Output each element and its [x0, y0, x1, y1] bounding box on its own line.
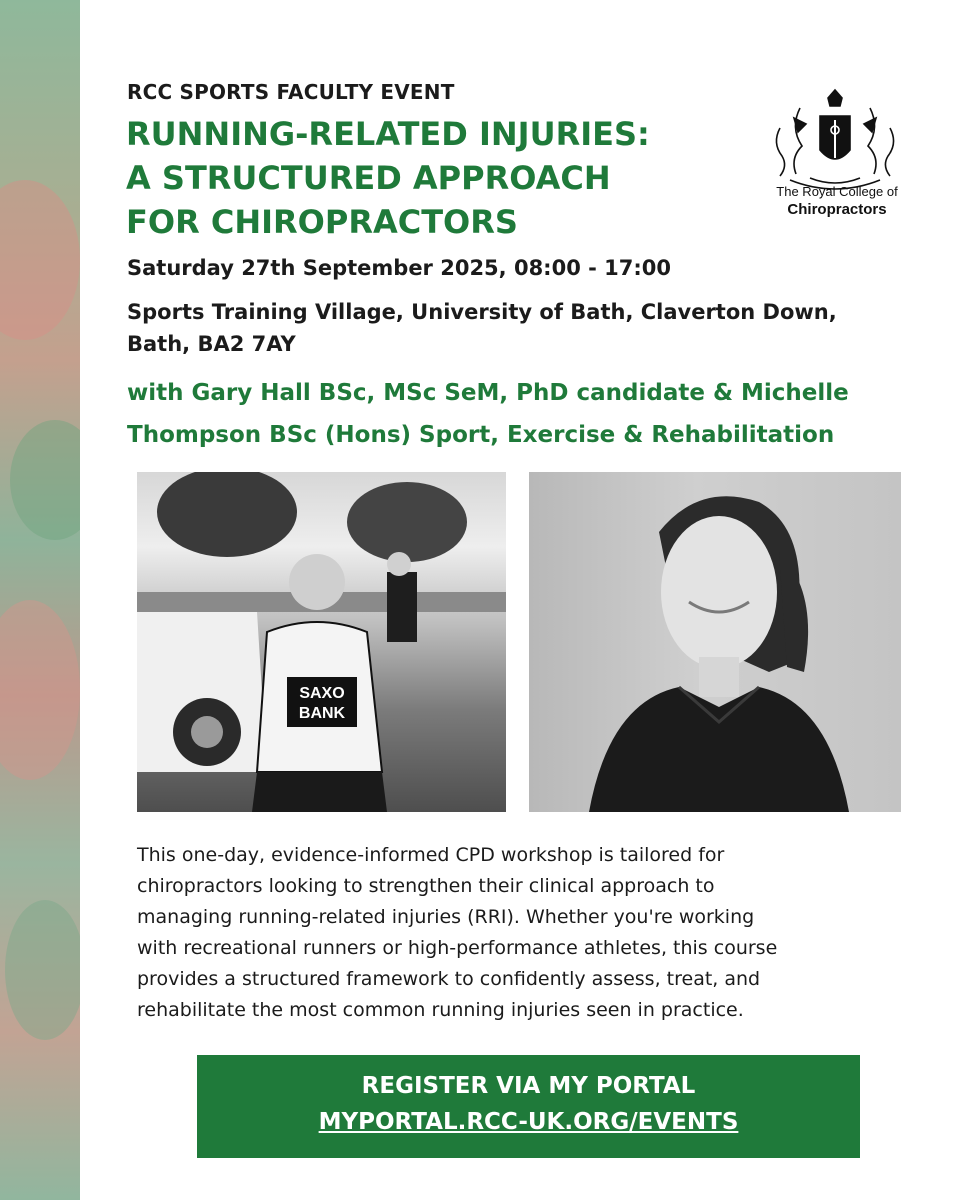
description-line: chiropractors looking to strengthen their clinical approach to: [137, 875, 715, 897]
venue-line: Sports Training Village, University of Bath, Claverton Down,: [127, 300, 837, 324]
event-description: [137, 840, 897, 1026]
description-line: with recreational runners or high-performance athletes, this course: [137, 937, 778, 959]
speaker-photo-gary-hall: [137, 472, 506, 812]
event-date: Saturday 27th September 2025, 08:00 - 17:00: [127, 256, 671, 280]
register-portal-link[interactable]: MYPORTAL.RCC-UK.ORG/EVENTS: [318, 1109, 739, 1135]
strip-shape: [0, 600, 80, 780]
logo-caption: [762, 184, 912, 218]
jersey-text: SAXO: [299, 685, 345, 702]
strip-shape: [0, 180, 80, 340]
strip-shape: [5, 900, 80, 1040]
speaker-line: Thompson BSc (Hons) Sport, Exercise & Rehabilitation: [127, 422, 835, 448]
event-speakers: [127, 372, 927, 456]
event-kicker: RCC SPORTS FACULTY EVENT: [127, 80, 455, 104]
logo-caption-name: Chiropractors: [787, 201, 887, 218]
cyclist-photo-illustration: [137, 472, 506, 812]
jersey-text: BANK: [298, 705, 346, 722]
event-title: [126, 112, 686, 244]
event-venue: [127, 296, 907, 360]
strip-shape: [10, 420, 80, 540]
description-line: provides a structured framework to confidently assess, treat, and: [137, 968, 761, 990]
register-cta-button[interactable]: [197, 1055, 860, 1158]
title-line: A STRUCTURED APPROACH: [126, 159, 611, 197]
description-line: managing running-related injuries (RRI). Whether you're working: [137, 906, 755, 928]
register-cta-label: REGISTER VIA MY PORTAL: [361, 1073, 696, 1099]
side-photo-strip: [0, 0, 80, 1200]
portrait-photo-illustration: [529, 472, 901, 812]
speaker-line: with Gary Hall BSc, MSc SeM, PhD candidate & Michelle: [127, 380, 849, 406]
venue-line: Bath, BA2 7AY: [127, 332, 296, 356]
logo-caption-line: The Royal College of: [776, 184, 898, 199]
speaker-photo-michelle-thompson: [529, 472, 901, 812]
description-line: This one-day, evidence-informed CPD workshop is tailored for: [137, 844, 725, 866]
title-line: FOR CHIROPRACTORS: [126, 203, 518, 241]
title-line: RUNNING-RELATED INJURIES:: [126, 115, 650, 153]
description-line: rehabilitate the most common running injuries seen in practice.: [137, 999, 744, 1021]
